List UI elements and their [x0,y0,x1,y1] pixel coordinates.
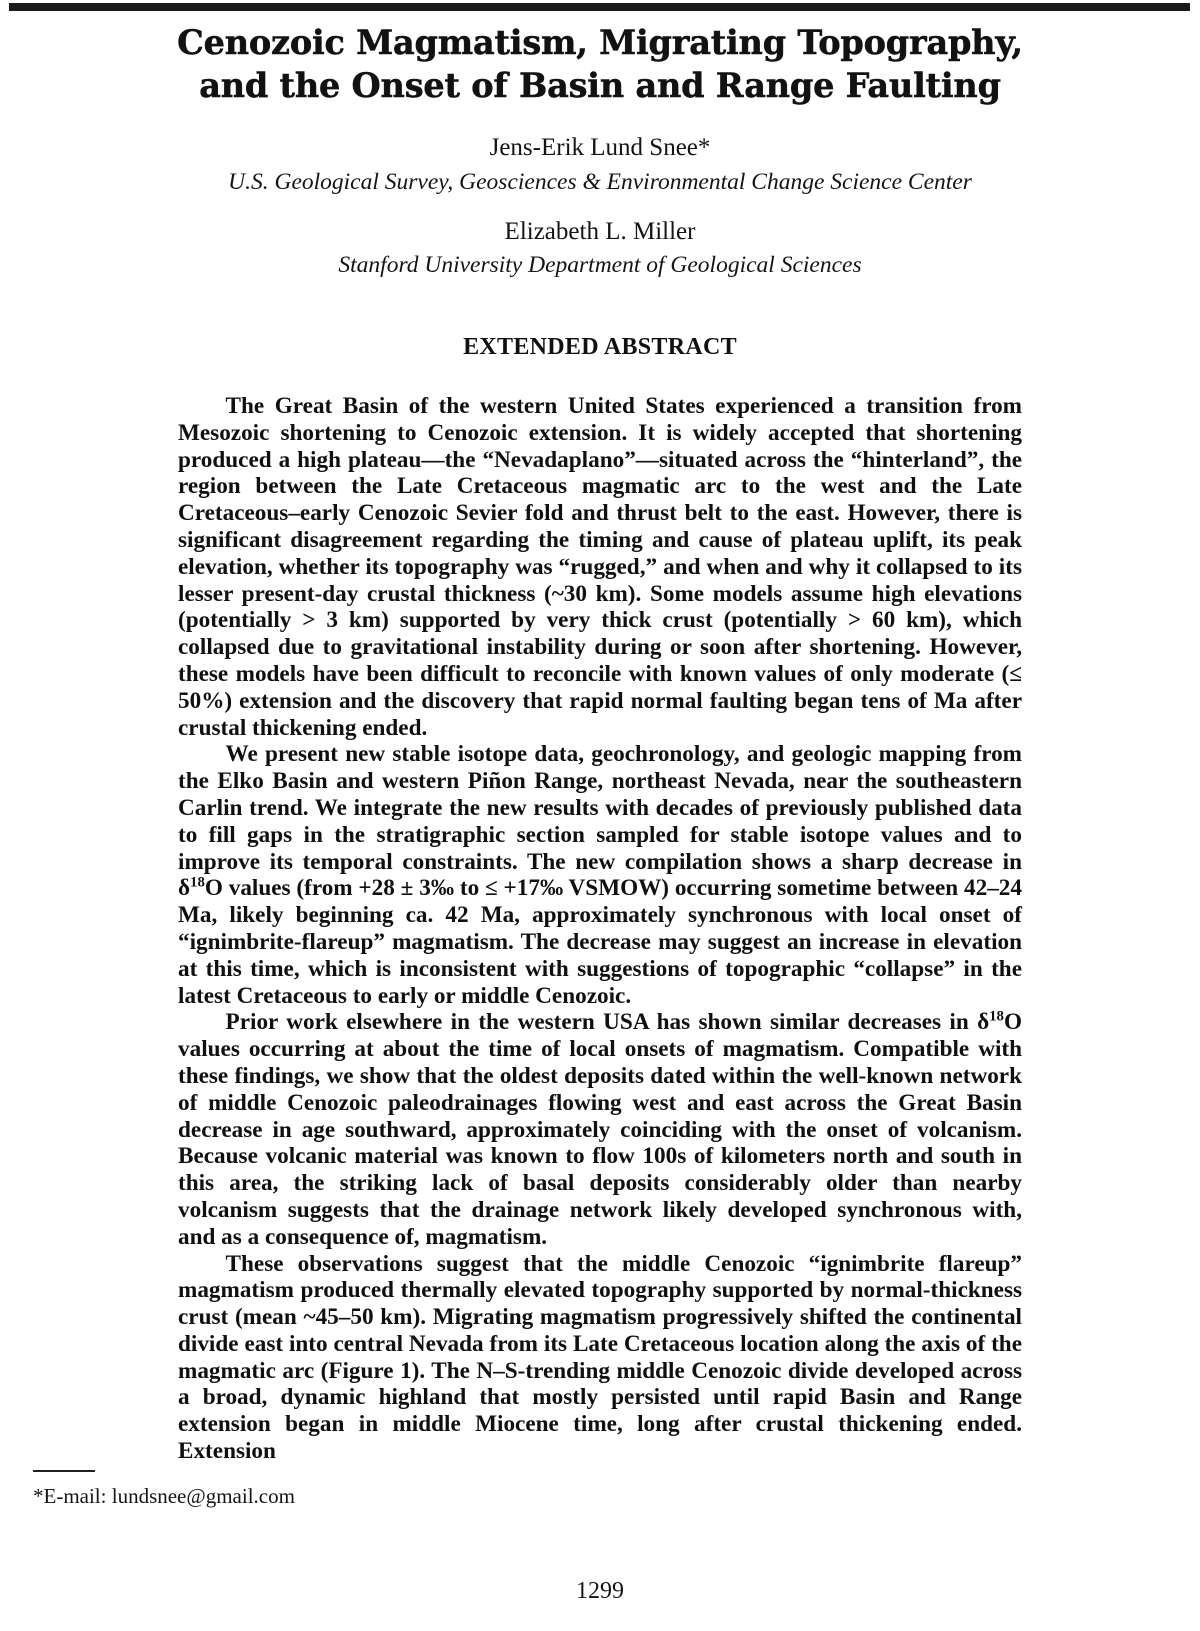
abstract-paragraph: We present new stable isotope data, geochronology, and geologic mapping from the Elko Basin and western Piñon Range, northeast Nevada, near the southeastern Carlin trend. We integrate the new results with decades of previously published data to fill gaps in the stratigraphic section sampled for stable isotope values and to improve its temporal constraints. The new compilation shows a sharp decrease in $\delta^{18}O$ values (from +28 ± 3‰ to ≤ +17‰ VSMOW) occurring sometime between 42–24 Ma, likely beginning ca. 42 Ma, approximately synchronous with local onset of “ignimbrite-flareup” magmatism. The decrease may suggest an increase in elevation at this time, which is inconsistent with suggestions of topographic “collapse” in the latest Cretaceous to early or middle Cenozoic. [178,741,1022,1009]
abstract-paragraph: Prior work elsewhere in the western USA has shown similar decreases in $\delta^{18}O$ values occurring at about the time of local onsets of magmatism. Compatible with these findings, we show that the oldest deposits dated within the well-known network of middle Cenozoic paleodrainages flowing west and east across the Great Basin decrease in age southward, approximately coinciding with the onset of volcanism. Because volcanic material was known to flow 100s of kilometers north and south in this area, the striking lack of basal deposits considerably older than nearby volcanism suggests that the drainage network likely developed synchronous with, and as a consequence of, magmatism. [178,1008,1022,1250]
title-block [0,22,1200,107]
footnote-email: *E-mail: lundsnee@gmail.com [33,1484,295,1508]
abstract-paragraph: These observations suggest that the middle Cenozoic “ignimbrite flareup” magmatism produced thermally elevated topography supported by normal-thickness crust (mean ~45–50 km). Migrating magmatism progressively shifted the continental divide east into central Nevada from its Late Cretaceous location along the axis of the magmatic arc (Figure 1). The N–S-trending middle Cenozoic divide developed across a broad, dynamic highland that mostly persisted until rapid Basin and Range extension began in middle Miocene time, long after crustal thickening ended. Extension [178,1250,1022,1465]
abstract-body [0,393,1200,1465]
page-number: 1299 [576,1578,624,1604]
author-entry-1 [90,131,1110,198]
author-block [0,131,1200,282]
title-line-2: and the Onset of Basin and Range Faulting [199,65,1001,105]
author-affiliation: U.S. Geological Survey, Geosciences & Environmental Change Science Center [228,168,972,195]
page-title [120,22,1080,107]
footnote-separator-rule [33,1470,95,1472]
author-entry-2 [90,215,1110,282]
title-line-1: Cenozoic Magmatism, Migrating Topography, [177,23,1023,62]
author-name: Jens-Erik Lund Snee* [489,134,711,162]
author-name: Elizabeth L. Miller [504,217,696,245]
footnote-block [33,1470,553,1509]
section-heading-extended-abstract: EXTENDED ABSTRACT [463,334,737,360]
author-affiliation: Stanford University Department of Geological Sciences [338,252,862,279]
abstract-paragraph: The Great Basin of the western United States experienced a transition from Mesozoic shortening to Cenozoic extension. It is widely accepted that shortening produced a high plateau—the “Nevadaplano”—situated across the “hinterland”, the region between the Late Cretaceous magmatic arc to the west and the Late Cretaceous–early Cenozoic Sevier fold and thrust belt to the east. However, there is significant disagreement regarding the timing and cause of plateau uplift, its peak elevation, whether its topography was “rugged,” and when and why it collapsed to its lesser present-day crustal thickness (~30 km). Some models assume high elevations (potentially > 3 km) supported by very thick crust (potentially > 60 km), which collapsed due to gravitational instability during or soon after shortening. However, these models have been difficult to reconcile with known values of only moderate (≤ 50%) extension and the discovery that rapid normal faulting began tens of Ma after crustal thickening ended. [178,393,1022,741]
